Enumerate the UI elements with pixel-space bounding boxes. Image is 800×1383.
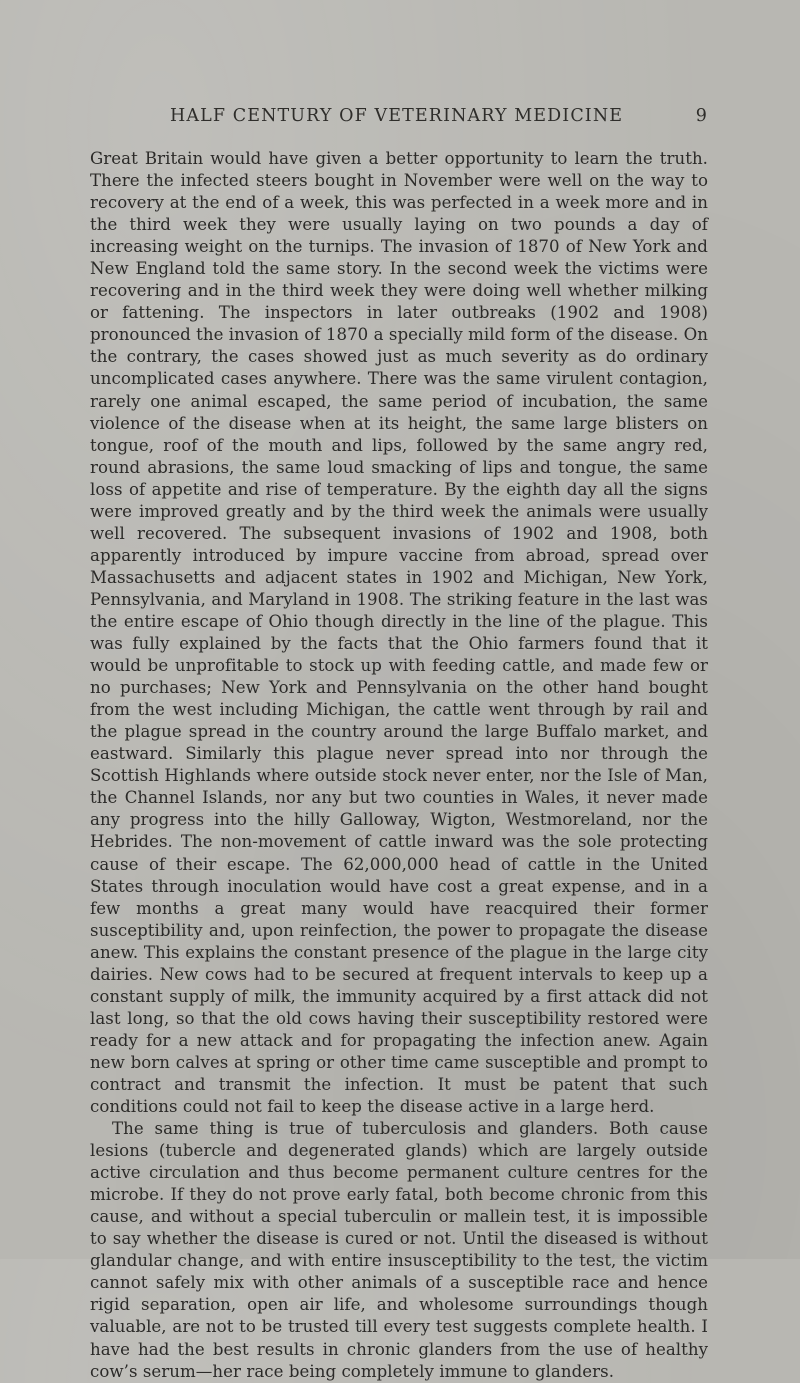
paragraph-1: Great Britain would have given a better opportunity to learn the truth. There the infected steers bought in November were well on the way to recovery at the end of a week, this was perfected in a week more and in the third week they were usually laying on two pounds a day of increasing weight on the turnips. The invasion of 1870 of New York and New England told the same story. In the second week the victims were recovering and in the third week they were doing well whether milking or fattening. The inspectors in later outbreaks (1902 and 1908) pronounced the invasion of 1870 a specially mild form of the disease. On the contrary, the cases showed just as much severity as do ordinary uncomplicated cases anywhere. There was the same virulent contagion, rarely one animal escaped, the same period of incubation, the same violence of the disease when at its height, the same large blisters on tongue, roof of the mouth and lips, followed by the same angry red, round abrasions, the same loud smacking of lips and tongue, the same loss of appetite and rise of temperature. By the eighth day all the signs were improved greatly and by the third week the animals were usually well recovered. The subsequent invasions of 1902 and 1908, both apparently introduced by impure vaccine from abroad, spread over Massachusetts and adjacent states in 1902 and Michigan, New York, Pennsylvania, and Maryland in 1908. The striking feature in the last was the entire escape of Ohio though directly in the line of the plague. This was fully explained by the facts that the Ohio farmers found that it would be unprofitable to stock up with feeding cattle, and made few or no purchases; New York and Pennsylvania on the other hand bought from the west including Michigan, the cattle went through by rail and the plague spread in the country around the large Buffalo market, and eastward. Similarly this plague never spread into nor through the Scottish Highlands where outside stock never enter, nor the Isle of Man, the Channel Islands, nor any but two counties in Wales, it never made any progress into the hilly Galloway, Wigton, Westmoreland, nor the Hebrides. The non-movement of cattle inward was the sole protecting cause of their escape. The 62,000,000 head of cattle in the United States through inoculation would have cost a great expense, and in a few months a great many would have reacquired their former susceptibility and, upon reinfection, the power to propagate the disease anew. This explains the constant presence of the plague in the large city dairies. New cows had to be secured at frequent intervals to keep up a constant supply of milk, the immunity acquired by a first attack did not last long, so that the old cows having their susceptibility restored were ready for a new attack and for propagating the infection anew. Again new born calves at spring or other time came susceptible and prompt to contract and transmit the infection. It must be patent that such conditions could not fail to keep the disease active in a large herd. [90,149,708,1117]
book-page [90,106,708,1383]
body-text [90,148,708,1383]
running-title: HALF CENTURY OF VETERINARY MEDICINE [170,106,624,126]
page-number: 9 [695,106,708,126]
running-header [90,106,708,132]
paragraph-2: The same thing is true of tuberculosis and glanders. Both cause lesions (tubercle and degenerated glands) which are largely outside active circulation and thus become permanent culture centres for the microbe. If they do not prove early fatal, both become chronic from this cause, and without a special tuberculin or mallein test, it is impossible to say whether the disease is cured or not. Until the diseased is without glandular change, and with entire insusceptibility to the test, the victim cannot safely mix with other animals of a susceptible race and hence rigid separation, open air life, and wholesome surroundings though valuable, are not to be trusted till every test suggests complete health. I have had the best results in chronic glanders from the use of healthy cow’s serum—her race being completely immune to glanders. [90,1119,708,1381]
